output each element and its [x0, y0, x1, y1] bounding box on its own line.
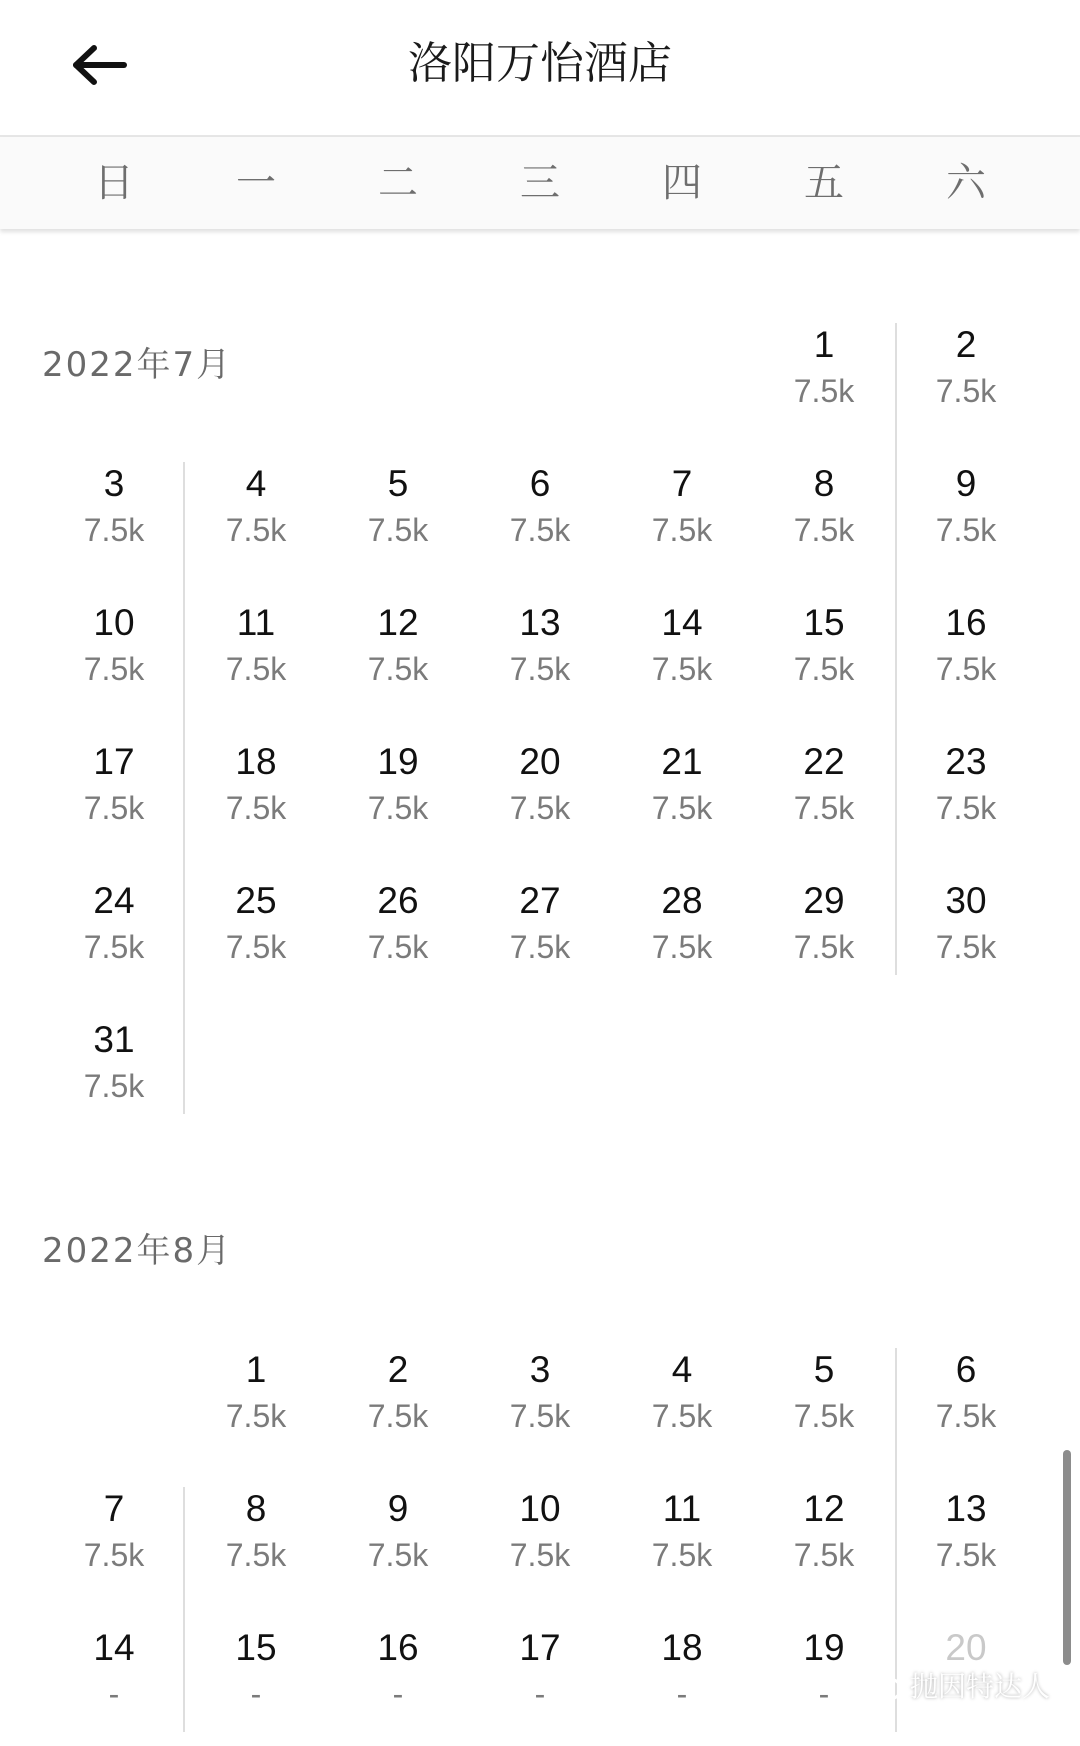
day-number: 16: [945, 602, 987, 643]
day-number: 22: [803, 741, 845, 782]
calendar-day[interactable]: [895, 1348, 1037, 1468]
calendar-day[interactable]: [469, 879, 611, 999]
day-price: 7.5k: [651, 929, 713, 965]
calendar-day[interactable]: [611, 1348, 753, 1468]
day-number: 21: [661, 741, 703, 782]
day-price: 7.5k: [225, 512, 287, 548]
day-price: 7.5k: [225, 1398, 287, 1434]
day-price: 7.5k: [793, 1537, 855, 1573]
calendar-day[interactable]: [753, 879, 895, 999]
calendar-day[interactable]: [469, 462, 611, 582]
calendar-day[interactable]: [753, 462, 895, 582]
day-number: 16: [377, 1627, 419, 1668]
day-price: 7.5k: [225, 651, 287, 687]
day-price: 7.5k: [367, 651, 429, 687]
day-number: 30: [945, 880, 987, 921]
day-price: 7.5k: [367, 790, 429, 826]
day-price: 7.5k: [367, 1398, 429, 1434]
day-price: 7.5k: [793, 790, 855, 826]
day-price: 7.5k: [509, 929, 571, 965]
day-price: -: [392, 1676, 404, 1712]
calendar-day[interactable]: [327, 1348, 469, 1468]
day-price: 7.5k: [83, 512, 145, 548]
calendar-day[interactable]: [895, 323, 1037, 443]
page-title: 洛阳万怡酒店: [408, 38, 672, 89]
day-number: 19: [377, 741, 419, 782]
day-number: 31: [93, 1019, 135, 1060]
day-number: 28: [661, 880, 703, 921]
day-price: 7.5k: [793, 512, 855, 548]
weekday-mon: 一: [236, 160, 276, 206]
calendar-day[interactable]: [327, 879, 469, 999]
day-number: 9: [387, 1488, 409, 1529]
day-price: 7.5k: [935, 1398, 997, 1434]
day-number: 6: [955, 1349, 977, 1390]
calendar-day[interactable]: [753, 740, 895, 860]
day-price: 7.5k: [935, 651, 997, 687]
day-number: 11: [662, 1488, 702, 1529]
calendar-day[interactable]: [469, 740, 611, 860]
calendar-day[interactable]: [895, 462, 1037, 582]
day-number: 27: [519, 880, 561, 921]
day-price: 7.5k: [935, 512, 997, 548]
day-price: 7.5k: [509, 1537, 571, 1573]
day-price: -: [250, 1676, 262, 1712]
day-number: 12: [377, 602, 419, 643]
day-price: -: [108, 1676, 120, 1712]
day-number: 18: [661, 1627, 703, 1668]
day-number: 3: [529, 1349, 551, 1390]
scrollbar-thumb[interactable]: [1063, 1450, 1071, 1665]
day-number: 11: [236, 602, 276, 643]
day-number: 19: [803, 1627, 845, 1668]
calendar-day[interactable]: [753, 601, 895, 721]
calendar-day[interactable]: [43, 601, 185, 721]
day-number: 26: [377, 880, 419, 921]
day-number: 1: [245, 1349, 267, 1390]
calendar-day[interactable]: [895, 740, 1037, 860]
calendar-day[interactable]: [753, 323, 895, 443]
day-number: 14: [93, 1627, 135, 1668]
day-price: 7.5k: [509, 512, 571, 548]
calendar-day[interactable]: [611, 879, 753, 999]
day-number: 18: [235, 741, 277, 782]
calendar-day[interactable]: [185, 740, 327, 860]
day-price: 7.5k: [225, 929, 287, 965]
weekday-tue: 二: [378, 160, 418, 206]
calendar-day[interactable]: [327, 462, 469, 582]
month-label-august: 2022年8月: [42, 1231, 233, 1271]
day-price: 7.5k: [935, 373, 997, 409]
day-number: 29: [803, 880, 845, 921]
calendar-day[interactable]: [611, 462, 753, 582]
calendar-day[interactable]: [327, 1626, 469, 1746]
day-number: 17: [93, 741, 135, 782]
calendar-day[interactable]: [753, 1348, 895, 1468]
day-number: 24: [93, 880, 135, 921]
calendar-day[interactable]: [43, 1626, 185, 1746]
day-price: 7.5k: [651, 1537, 713, 1573]
day-price: -: [818, 1676, 830, 1712]
day-number: 14: [661, 602, 703, 643]
day-price: 7.5k: [83, 929, 145, 965]
day-number: 6: [529, 463, 551, 504]
day-price: 7.5k: [651, 651, 713, 687]
day-number: 9: [955, 463, 977, 504]
day-number: 7: [103, 1488, 125, 1529]
day-number: 15: [803, 602, 845, 643]
day-price: 7.5k: [651, 512, 713, 548]
day-price: 7.5k: [651, 790, 713, 826]
day-number: 13: [519, 602, 561, 643]
day-number: 5: [813, 1349, 835, 1390]
day-price: 7.5k: [367, 1537, 429, 1573]
calendar-day[interactable]: [895, 601, 1037, 721]
day-price: 7.5k: [83, 790, 145, 826]
day-number: 8: [245, 1488, 267, 1529]
calendar-day[interactable]: [611, 1626, 753, 1746]
calendar-day[interactable]: [327, 740, 469, 860]
day-number: 3: [103, 463, 125, 504]
day-price: 7.5k: [793, 929, 855, 965]
calendar-day[interactable]: [43, 462, 185, 582]
day-number: 20: [945, 1627, 987, 1668]
calendar-day[interactable]: [611, 601, 753, 721]
weekday-header: [0, 137, 1080, 229]
day-number: 15: [235, 1627, 277, 1668]
calendar-day[interactable]: [469, 1487, 611, 1607]
calendar-day[interactable]: [327, 1487, 469, 1607]
day-number: 10: [519, 1488, 561, 1529]
calendar-day[interactable]: [185, 879, 327, 999]
day-number: 2: [387, 1349, 409, 1390]
wechat-icon: [860, 1667, 904, 1703]
calendar-day[interactable]: [327, 601, 469, 721]
calendar-day[interactable]: [611, 740, 753, 860]
weekday-wed: 三: [520, 160, 560, 206]
app-header: [0, 0, 1080, 137]
day-number: 13: [945, 1488, 987, 1529]
day-number: 4: [245, 463, 267, 504]
weekday-sun: 日: [94, 160, 134, 206]
day-price: 7.5k: [83, 1068, 145, 1104]
calendar-day[interactable]: [469, 1348, 611, 1468]
day-number: 17: [519, 1627, 561, 1668]
day-price: 7.5k: [509, 790, 571, 826]
day-price: 7.5k: [367, 512, 429, 548]
watermark-text: 抛因特达人: [910, 1670, 1051, 1703]
calendar-day[interactable]: [469, 601, 611, 721]
day-number: 2: [955, 324, 977, 365]
day-price: 7.5k: [793, 1398, 855, 1434]
calendar-day[interactable]: [185, 462, 327, 582]
calendar-day[interactable]: [185, 1348, 327, 1468]
day-price: 7.5k: [935, 929, 997, 965]
weekday-sat: 六: [946, 160, 986, 206]
day-price: 7.5k: [935, 790, 997, 826]
day-price: 7.5k: [83, 1537, 145, 1573]
day-price: -: [534, 1676, 546, 1712]
day-price: 7.5k: [225, 1537, 287, 1573]
day-number: 12: [803, 1488, 845, 1529]
day-number: 1: [813, 324, 835, 365]
day-number: 23: [945, 741, 987, 782]
calendar-day[interactable]: [469, 1626, 611, 1746]
day-price: 7.5k: [225, 790, 287, 826]
day-price: 7.5k: [935, 1537, 997, 1573]
watermark: [860, 1660, 1050, 1710]
day-number: 20: [519, 741, 561, 782]
calendar-day[interactable]: [753, 1487, 895, 1607]
day-number: 8: [813, 463, 835, 504]
calendar-day[interactable]: [43, 879, 185, 999]
weekday-fri: 五: [804, 160, 844, 206]
calendar-day[interactable]: [895, 1487, 1037, 1607]
calendar-day[interactable]: [43, 1018, 185, 1138]
calendar-day[interactable]: [895, 879, 1037, 999]
calendar-day[interactable]: [611, 1487, 753, 1607]
day-price: 7.5k: [793, 373, 855, 409]
calendar-day[interactable]: [185, 1626, 327, 1746]
day-price: 7.5k: [651, 1398, 713, 1434]
day-number: 4: [671, 1349, 693, 1390]
calendar-day[interactable]: [43, 740, 185, 860]
day-price: 7.5k: [367, 929, 429, 965]
day-price: 7.5k: [793, 651, 855, 687]
day-number: 5: [387, 463, 409, 504]
day-price: -: [676, 1676, 688, 1712]
day-number: 7: [671, 463, 693, 504]
calendar-day[interactable]: [185, 1487, 327, 1607]
month-label-july: 2022年7月: [42, 345, 233, 385]
day-price: 7.5k: [509, 1398, 571, 1434]
day-number: 25: [235, 880, 277, 921]
day-price: 7.5k: [509, 651, 571, 687]
day-price: 7.5k: [83, 651, 145, 687]
day-number: 10: [93, 602, 135, 643]
calendar-day[interactable]: [185, 601, 327, 721]
weekday-thu: 四: [662, 160, 702, 206]
calendar-day[interactable]: [43, 1487, 185, 1607]
